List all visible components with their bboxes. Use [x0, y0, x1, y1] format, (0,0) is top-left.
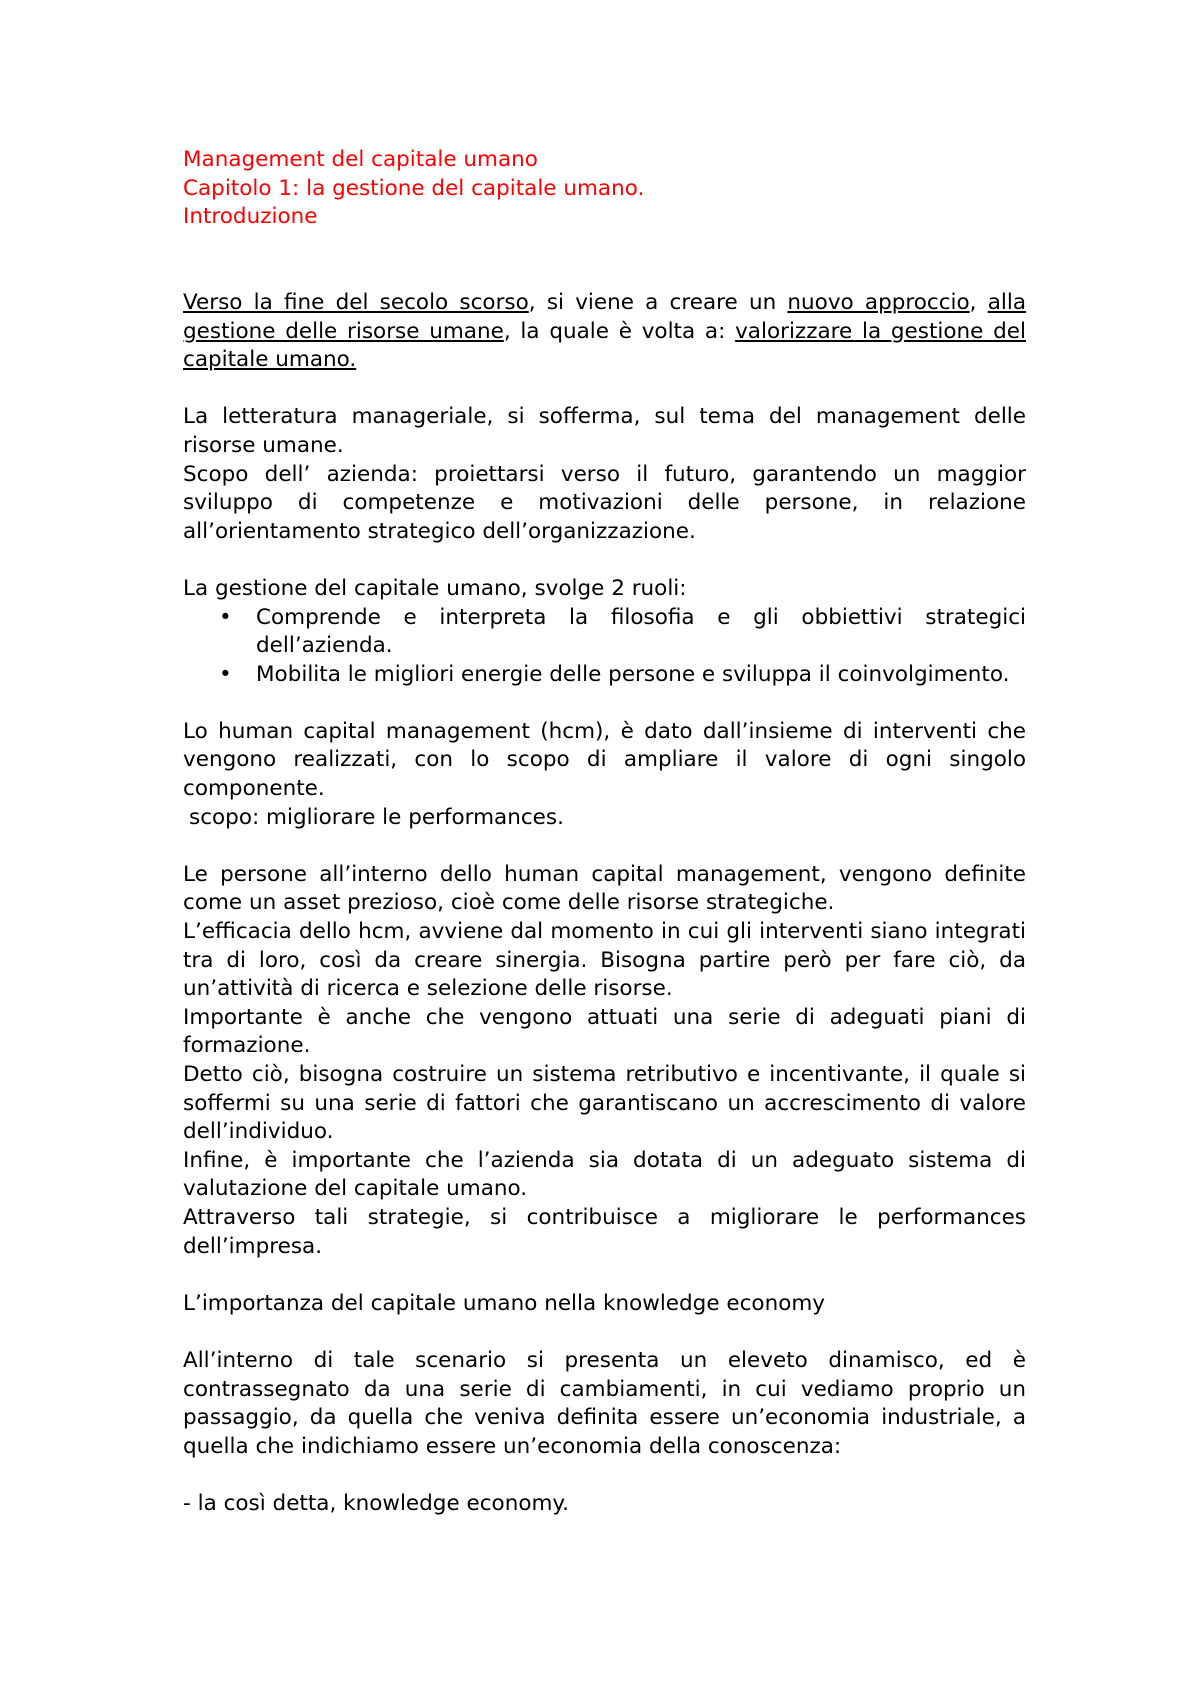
bullet-icon: • — [219, 661, 232, 687]
paragraph-final: - la così detta, knowledge economy. — [183, 1490, 569, 1516]
underlined-text: valorizzare la gestione del capitale umano. — [183, 318, 1026, 373]
bullet-list — [183, 604, 1026, 690]
paragraph-letteratura: La letteratura manageriale, si sofferma, sul tema del management delle risorse umane. — [183, 404, 1026, 458]
subheading-knowledge-economy: L’importanza del capitale umano nella knowledge economy — [183, 1290, 826, 1316]
paragraph-ruoli-intro: La gestione del capitale umano, svolge 2 ruoli: — [183, 575, 687, 601]
paragraph-persone-5: Infine, è importante che l’azienda sia dotata di un adeguato sistema di valutazione del capitale umano. — [183, 1147, 1026, 1202]
list-item — [183, 661, 1026, 690]
spacer — [183, 375, 1026, 404]
spacer — [183, 1461, 1026, 1490]
paragraph-persone-3: Importante è anche che vengono attuati una serie di adeguati piani di formazione. — [183, 1004, 1026, 1059]
paragraph-hcm-scopo: scopo: migliorare le performances. — [189, 804, 564, 830]
spacer — [183, 689, 1026, 718]
underlined-text: alla gestione delle risorse umane — [183, 289, 1026, 344]
document-body — [183, 146, 1026, 1519]
spacer — [183, 1318, 1026, 1347]
paragraph-scenario: All’interno di tale scenario si presenta un eleveto dinamisco, ed è contrassegnato da una serie di cambiamenti, in cui vediamo proprio un passaggio, da quella che veniva definita essere un’economia industriale, a quella che indichiamo essere un’economia della conoscenza: — [183, 1347, 1026, 1459]
bullet-icon: • — [219, 604, 232, 630]
paragraph-persone-4: Detto ciò, bisogna costruire un sistema retributivo e incentivante, il quale si soffermi su una serie di fattori che garantiscano un accrescimento di valore dell’individuo. — [183, 1062, 1026, 1145]
intro-paragraph — [183, 289, 1026, 375]
spacer — [183, 546, 1026, 575]
chapter-heading: Capitolo 1: la gestione del capitale umano. — [183, 175, 645, 201]
list-item-text: Mobilita le migliori energie delle persone e sviluppa il coinvolgimento. — [256, 661, 1010, 687]
underlined-text: nuovo approccio — [787, 289, 970, 315]
text-span: , si viene a creare un — [528, 289, 788, 315]
spacer — [183, 1261, 1026, 1290]
list-item-text: Comprende e interpreta la filosofia e gli obbiettivi strategici dell’azienda. — [256, 604, 1026, 659]
paragraph-scopo: Scopo dell’ azienda: proiettarsi verso il futuro, garantendo un maggior sviluppo di competenze e motivazioni delle persone, in relazione all’orientamento strategico dell’organizzazione. — [183, 461, 1026, 544]
paragraph-persone-6: Attraverso tali strategie, si contribuisce a migliorare le performances dell’impresa. — [183, 1204, 1026, 1259]
paragraph-persone-1: Le persone all’interno dello human capital management, vengono definite come un asset prezioso, cioè come delle risorse strategiche. — [183, 861, 1026, 916]
text-span: , — [969, 289, 988, 315]
document-title: Management del capitale umano — [183, 147, 538, 172]
paragraph-hcm: Lo human capital management (hcm), è dato dall’insieme di interventi che vengono realizzati, con lo scopo di ampliare il valore di ogni singolo componente. — [183, 718, 1026, 802]
paragraph-persone-2: L’efficacia dello hcm, avviene dal momento in cui gli interventi siano integrati tra di loro, così da creare sinergia. Bisogna partire però per fare ciò, da un’attività di ricerca e selezione delle risorse. — [183, 919, 1026, 1002]
section-heading: Introduzione — [183, 204, 318, 230]
underlined-text: Verso la fine del secolo scorso — [183, 289, 529, 315]
spacer — [183, 232, 1026, 289]
text-span: , la quale è volta a: — [503, 318, 736, 344]
spacer — [183, 832, 1026, 861]
list-item — [183, 604, 1026, 661]
